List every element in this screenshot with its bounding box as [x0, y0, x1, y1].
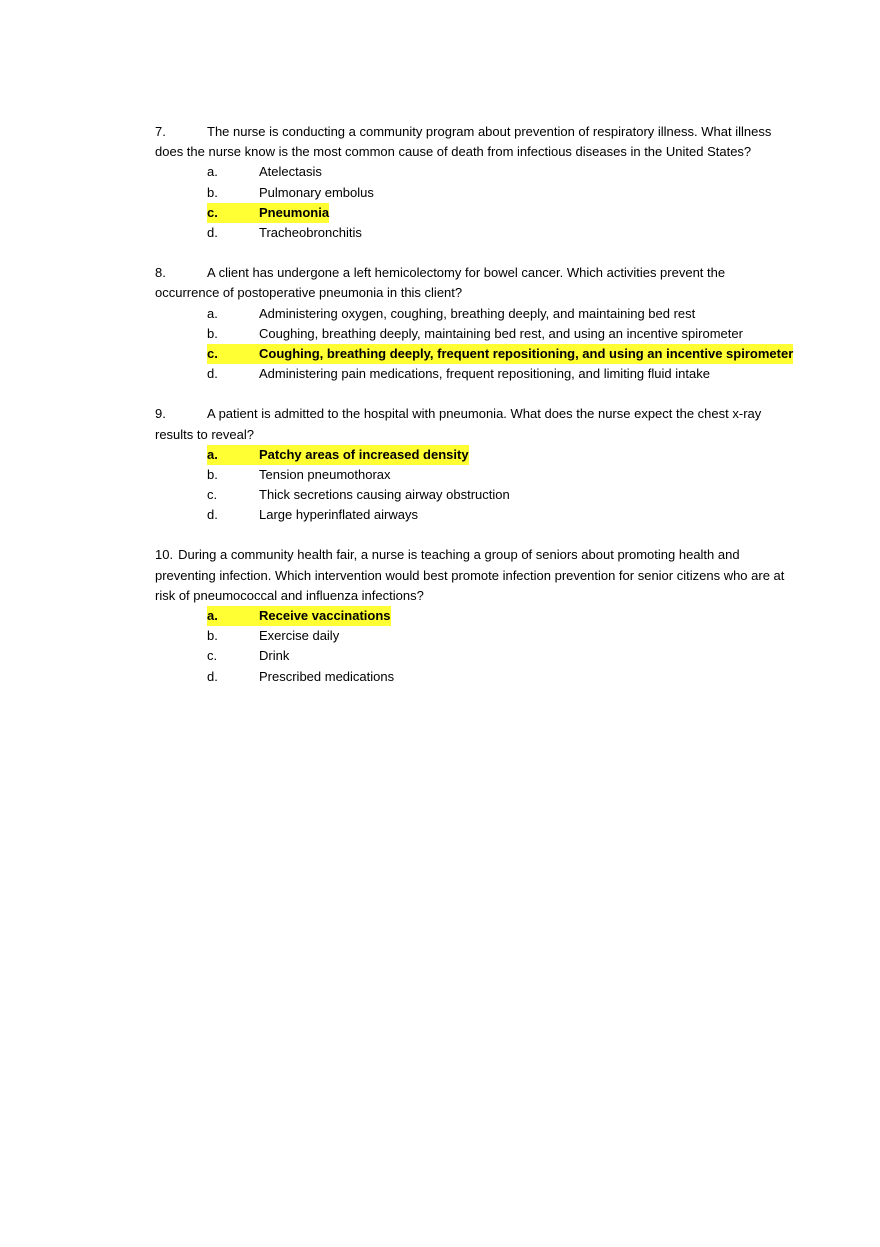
- answer-option: [155, 646, 785, 666]
- question-stem: [155, 122, 785, 162]
- question-text: The nurse is conducting a community program about prevention of respiratory illness. What illness does the nurse know is the most common cause of death from infectious diseases in the United States?: [155, 124, 772, 160]
- answer-option: [155, 162, 785, 182]
- question-text: A patient is admitted to the hospital with pneumonia. What does the nurse expect the chest x-ray results to reveal?: [155, 406, 762, 442]
- answer-option: [155, 606, 785, 626]
- option-letter: d.: [207, 224, 218, 240]
- answer-options: [155, 445, 785, 526]
- option-letter: c.: [207, 345, 218, 361]
- option-text: Coughing, breathing deeply, frequent repositioning, and using an incentive spirometer: [259, 345, 794, 361]
- question-7: [155, 122, 785, 243]
- answer-option: [155, 223, 785, 243]
- answer-option: [155, 304, 785, 324]
- option-text: Tension pneumothorax: [259, 466, 391, 482]
- option-letter: a.: [207, 446, 218, 462]
- answer-option: [155, 505, 785, 525]
- option-letter: c.: [207, 487, 218, 503]
- answer-option: [155, 445, 785, 465]
- option-letter: b.: [207, 466, 218, 482]
- question-8: [155, 263, 794, 384]
- option-text: Thick secretions causing airway obstruction: [259, 487, 510, 503]
- option-letter: d.: [207, 668, 218, 684]
- answer-option: [155, 626, 785, 646]
- option-text: Receive vaccinations: [259, 608, 391, 624]
- question-list: [155, 122, 794, 707]
- option-text: Patchy areas of increased density: [259, 446, 469, 462]
- answer-option: [155, 344, 794, 364]
- option-letter: b.: [207, 325, 218, 341]
- answer-option: [155, 183, 785, 203]
- option-text: Large hyperinflated airways: [259, 507, 418, 523]
- answer-option: [155, 465, 785, 485]
- option-text: Pneumonia: [259, 204, 330, 220]
- option-text: Coughing, breathing deeply, maintaining bed rest, and using an incentive spirometer: [259, 325, 743, 341]
- option-text: Drink: [259, 648, 290, 664]
- option-letter: a.: [207, 164, 218, 180]
- option-text: Prescribed medications: [259, 668, 395, 684]
- option-letter: b.: [207, 628, 218, 644]
- question-stem: [155, 404, 785, 444]
- question-stem: [155, 263, 785, 303]
- option-text: Administering pain medications, frequent repositioning, and limiting fluid intake: [259, 366, 710, 382]
- option-text: Atelectasis: [259, 164, 322, 180]
- answer-option: [155, 485, 785, 505]
- answer-option: [155, 324, 785, 344]
- answer-options: [155, 304, 794, 385]
- answer-option: [155, 203, 785, 223]
- option-text: Tracheobronchitis: [259, 224, 362, 240]
- question-9: [155, 404, 785, 525]
- question-stem: [155, 545, 785, 606]
- question-number: 10.: [155, 547, 174, 563]
- option-letter: d.: [207, 507, 218, 523]
- option-letter: a.: [207, 608, 218, 624]
- option-text: Administering oxygen, coughing, breathing deeply, and maintaining bed rest: [259, 305, 696, 321]
- answer-options: [155, 606, 785, 687]
- question-10: [155, 545, 785, 686]
- question-text: During a community health fair, a nurse is teaching a group of seniors about promoting health and preventing infection. Which intervention would best promote infection prevention for senior citizens who are at risk of pneumococcal and influenza infections?: [155, 547, 785, 603]
- option-letter: b.: [207, 184, 218, 200]
- answer-options: [155, 162, 785, 243]
- answer-option: [155, 667, 785, 687]
- question-number: 8.: [155, 265, 166, 281]
- option-text: Pulmonary embolus: [259, 184, 374, 200]
- option-letter: d.: [207, 366, 218, 382]
- option-letter: a.: [207, 305, 218, 321]
- option-letter: c.: [207, 204, 218, 220]
- question-text: A client has undergone a left hemicolectomy for bowel cancer. Which activities prevent the occurrence of postoperative pneumonia in this client?: [155, 265, 726, 301]
- option-text: Exercise daily: [259, 628, 340, 644]
- option-letter: c.: [207, 648, 218, 664]
- question-number: 7.: [155, 124, 166, 139]
- answer-option: [155, 364, 785, 384]
- question-number: 9.: [155, 406, 166, 422]
